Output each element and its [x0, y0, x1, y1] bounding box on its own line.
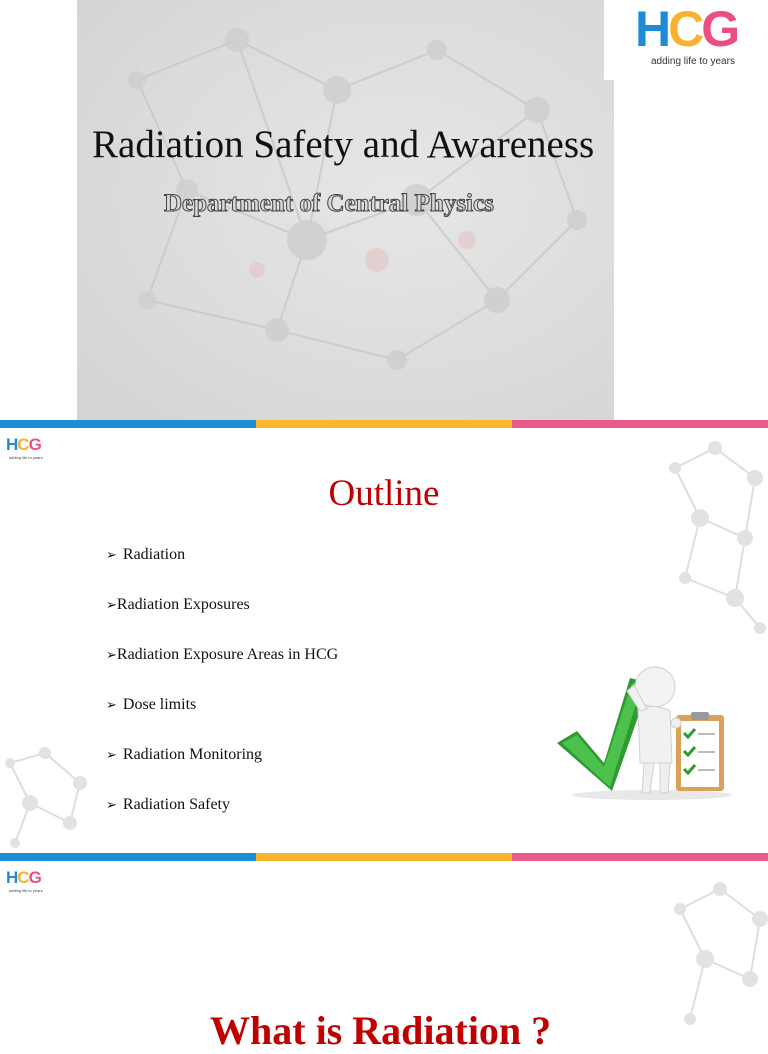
arrow-bullet-icon: ➢: [106, 698, 117, 713]
outline-item: ➢ Dose limits: [106, 696, 197, 713]
outline-item: ➢Radiation Exposure Areas in HCG: [106, 646, 339, 663]
hcg-mini-logo: HCG: [6, 868, 41, 887]
arrow-bullet-icon: ➢: [106, 748, 117, 763]
stripe-pink: [512, 420, 768, 428]
outline-item: ➢ Radiation: [106, 546, 186, 563]
outline-item: ➢Radiation Exposures: [106, 596, 250, 613]
hcg-mini-logo: HCG: [6, 435, 41, 454]
hcg-logo: HCG: [635, 1, 738, 57]
arrow-bullet-icon: ➢: [106, 548, 117, 563]
slide-title: [0, 0, 768, 420]
outline-title: Outline: [328, 473, 440, 514]
outline-item: ➢ Radiation Monitoring: [106, 746, 263, 763]
arrow-bullet-icon: ➢: [106, 598, 117, 613]
arrow-bullet-icon: ➢: [106, 798, 117, 813]
slide-title-heading: Radiation Safety and Awareness: [92, 123, 595, 166]
logo-tagline: adding life to years: [651, 56, 735, 67]
slide-heading-cut-off: What is Radiation ?: [210, 1008, 552, 1053]
mini-logo-tagline: adding life to years: [9, 455, 43, 460]
slide-subtitle: Department of Central Physics: [164, 190, 494, 217]
checklist-figure-illustration: [552, 663, 737, 803]
stripe-pink: [512, 853, 768, 861]
outline-item: ➢ Radiation Safety: [106, 796, 230, 813]
slide-outline: [0, 428, 768, 853]
stripe-yellow: [256, 853, 512, 861]
stripe-blue: [0, 853, 256, 861]
outline-list: [106, 546, 338, 846]
molecule-decoration-right: [660, 869, 768, 1024]
mini-logo-tagline: adding life to years: [9, 888, 43, 893]
arrow-bullet-icon: ➢: [106, 648, 117, 663]
molecule-decoration-right: [655, 428, 768, 643]
slide-what-is-radiation: [0, 861, 768, 1053]
color-stripe-divider: [0, 853, 768, 861]
stripe-blue: [0, 420, 256, 428]
color-stripe-divider: [0, 420, 768, 428]
molecule-decoration-left: [0, 743, 95, 853]
stripe-yellow: [256, 420, 512, 428]
